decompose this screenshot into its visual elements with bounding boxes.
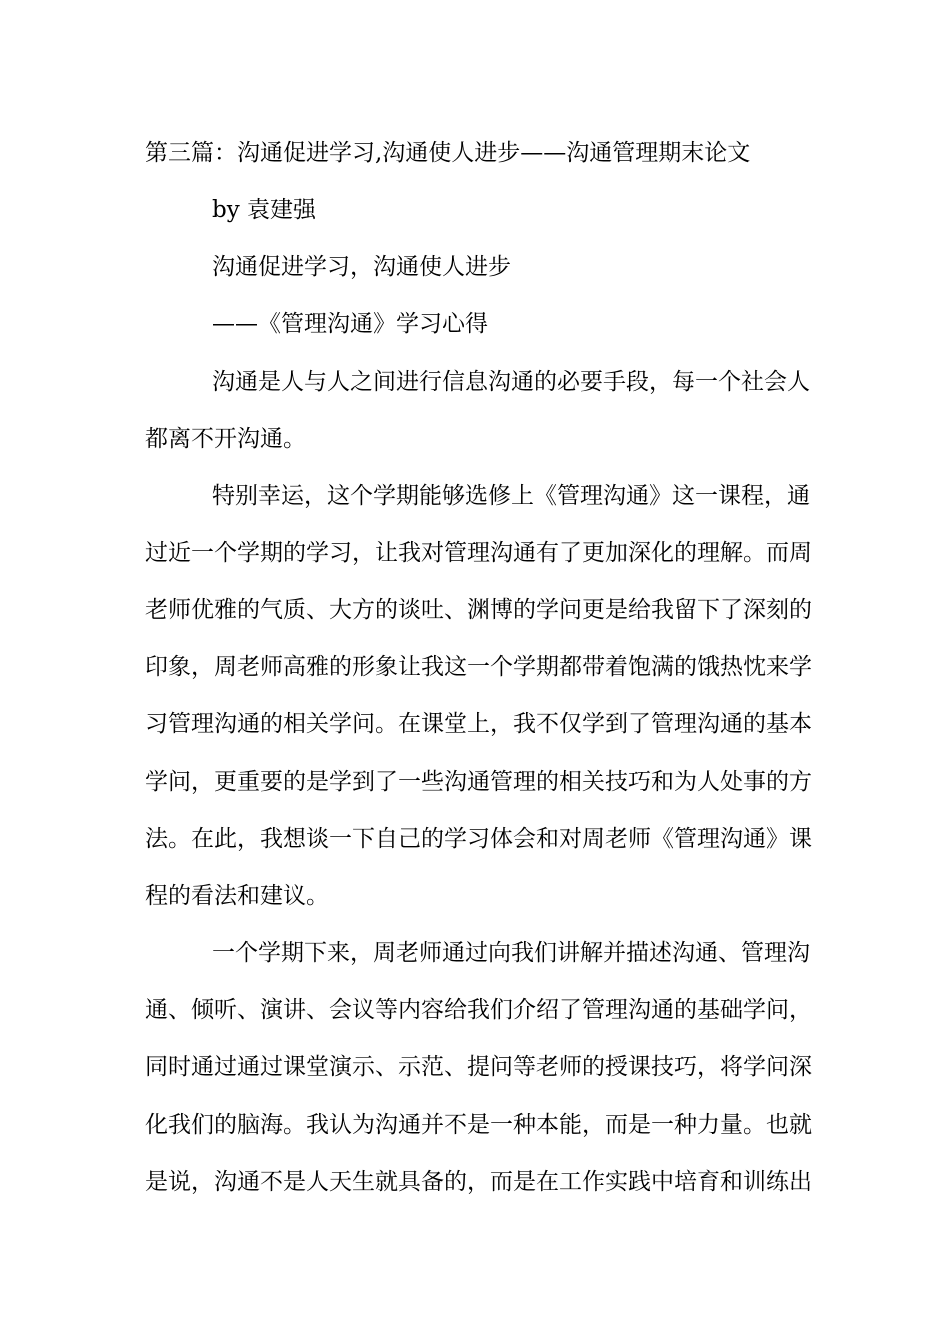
paragraph-line: 都离不开沟通。 xyxy=(145,426,306,452)
paragraph-line: 习管理沟通的相关学问。在课堂上，我不仅学到了管理沟通的基本 xyxy=(145,711,812,737)
paragraph-line: 通、倾听、演讲、会议等内容给我们介绍了管理沟通的基础学问， xyxy=(145,997,812,1023)
paragraph-line: 法。在此，我想谈一下自己的学习体会和对周老师《管理沟通》课 xyxy=(145,826,812,852)
paragraph-line: 印象，周老师高雅的形象让我这一个学期都带着饱满的饿热忱来学 xyxy=(145,654,812,680)
paragraph-line: 学问，更重要的是学到了一些沟通管理的相关技巧和为人处事的方 xyxy=(145,769,812,795)
paragraph-line: 老师优雅的气质、大方的谈吐、渊博的学问更是给我留下了深刻的 xyxy=(145,597,812,623)
paragraph-line: 程的看法和建议。 xyxy=(145,883,329,909)
paragraph-line: 一个学期下来，周老师通过向我们讲解并描述沟通、管理沟 xyxy=(212,940,810,966)
essay-subheading: ——《管理沟通》学习心得 xyxy=(212,311,488,337)
paragraph-line: 化我们的脑海。我认为沟通并不是一种本能，而是一种力量。也就 xyxy=(145,1112,812,1138)
paragraph-line: 特别幸运，这个学期能够选修上《管理沟通》这一课程，通 xyxy=(212,483,810,509)
author-byline: by 袁建强 xyxy=(212,197,317,223)
paragraph-line: 同时通过通过课堂演示、示范、提问等老师的授课技巧，将学问深 xyxy=(145,1054,812,1080)
essay-heading: 沟通促进学习，沟通使人进步 xyxy=(212,254,511,280)
paragraph-line: 沟通是人与人之间进行信息沟通的必要手段，每一个社会人 xyxy=(212,369,810,395)
paragraph-line: 是说，沟通不是人天生就具备的，而是在工作实践中培育和训练出 xyxy=(145,1169,812,1195)
paragraph-line: 过近一个学期的学习，让我对管理沟通有了更加深化的理解。而周 xyxy=(145,540,812,566)
document-title: 第三篇：沟通促进学习,沟通使人进步——沟通管理期末论文 xyxy=(145,140,751,166)
